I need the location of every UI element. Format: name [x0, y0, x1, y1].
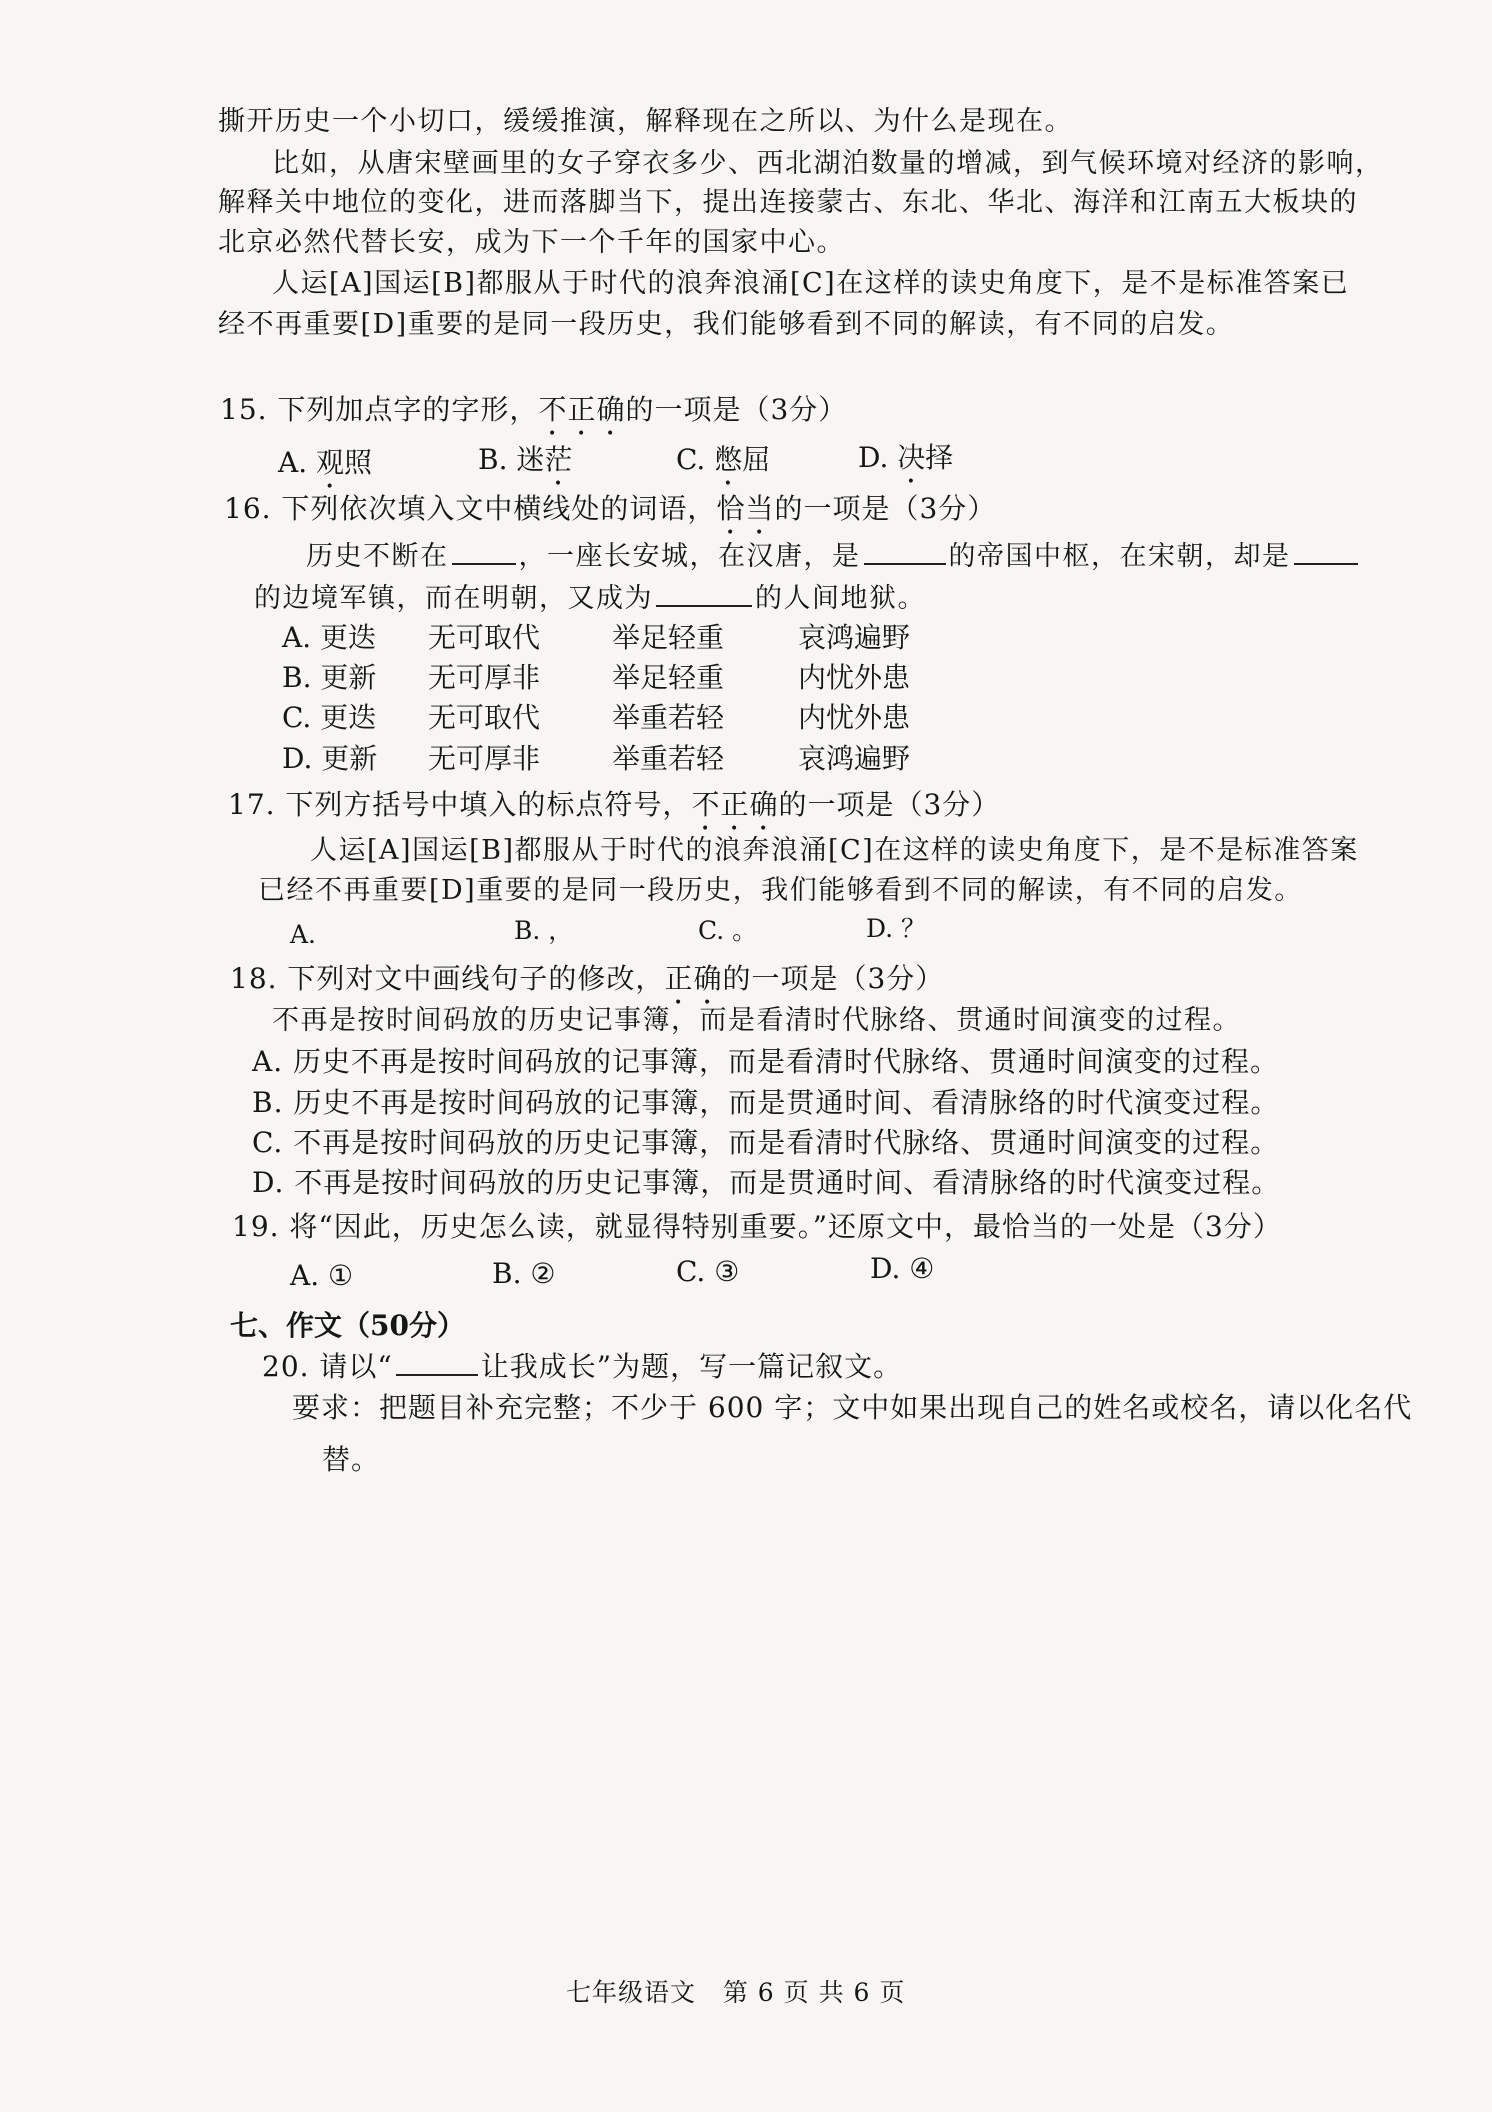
- q17-passage-line: 人运[A]国运[B]都服从于时代的浪奔浪涌[C]在这样的读史角度下，是不是标准答案: [310, 835, 1359, 866]
- q18-option-d: D. 不再是按时间码放的历史记事簿，而是贯通时间、看清脉络的时代演变过程。: [252, 1166, 1281, 1199]
- q15-option-a: A. 观照: [278, 446, 373, 479]
- passage-line: 比如，从唐宋壁画里的女子穿衣多少、西北湖泊数量的增减，到气候环境对经济的影响，: [272, 148, 1384, 179]
- composition-requirement: 替。: [322, 1443, 381, 1476]
- q16-sentence-line: 的边境军镇，而在明朝，又成为 的人间地狱。: [254, 583, 926, 614]
- question-18-stem: 18. 下列对文中画线句子的修改，正确的一项是（3分）: [230, 962, 945, 995]
- question-17-stem: 17. 下列方括号中填入的标点符号，不正确的一项是（3分）: [228, 788, 1001, 821]
- q19-option-a: A. ①: [290, 1259, 354, 1292]
- passage-line: 撕开历史一个小切口，缓缓推演，解释现在之所以、为什么是现在。: [218, 106, 1073, 137]
- exam-page: 撕开历史一个小切口，缓缓推演，解释现在之所以、为什么是现在。 比如，从唐宋壁画里的女子穿衣多少、西北湖泊数量的增减，到气候环境对经济的影响， 解释关中地位的变化，进而落脚当下，提出连接蒙古、东北、华北、海洋和江南五大板块的 北京必然代替长安，成为下一个千年的国家中心。 人运[A]国运[B]都服从于时代的浪奔浪涌[C]在这样的读史角度下，是不是标准答案已 经不再重要[D]重要的是同一段历史，我们能够看到不同的解读，有不同的启发。 15. 下列加点字的字形，不正确的一项是（3分） A. 观照 B. 迷茫 C. 憋屈 D. 决择 16. 下列依次填入文中横线处的词语，恰当的一项是（3分） 历史不断在 ，一座长安城，在汉唐，是 的帝国中枢，在宋朝，却是 的边境军镇，而在明朝，又成为 的人间地狱。 A. 更迭 无可取代 举足轻重 哀鸿遍野 B. 更新 无可厚非 举足轻重 内忧外患 C. 更迭 无可取代 举重若轻 内忧外患 D. 更新 无可厚非 举重若轻 哀鸿遍野 17. 下列方括号中填入的标点符号，不正确的一项是（3分） 人运[A]国运[B]都服从于时代的浪奔浪涌[C]在这样的读史角度下，是不是标准答案 已经不再重要[D]重要的是同一段历史，我们能够看到不同的解读，有不同的启发。 A. B. ， C. 。 D. ？ 18. 下列对文中画线句子的修改，正确的一项是（3分） 不再是按时间码放的历史记事簿，而是看清时代脉络、贯通时间演变的过程。 A. 历史不再是按时间码放的记事簿，而是看清时代脉络、贯通时间演变的过程。 B. 历史不再是按时间码放的记事簿，而是贯通时间、看清脉络的时代演变过程。 C. 不再是按时间码放的历史记事簿，而是看清时代脉络、贯通时间演变的过程。 D. 不再是按时间码放的历史记事簿，而是贯通时间、看清脉络的时代演变过程。 19. 将“因此，历史怎么读，就显得特别重要。”还原文中，最恰当的一处是（3分） A. ① B. ② C. ③ D. ④ 七、作文（50分） 20. 请以“ 让我成长”为题，写一篇记叙文。 要求：把题目补充完整；不少于 600 字；文中如果出现自己的姓名或校名，请以化名代 替。 七年级语文 第 6 页 共 6 页: [218, 106, 1413, 2007]
- q18-option-b: B. 历史不再是按时间码放的记事簿，而是贯通时间、看清脉络的时代演变过程。: [252, 1086, 1280, 1119]
- q18-original-sentence: 不再是按时间码放的历史记事簿，而是看清时代脉络、贯通时间演变的过程。: [272, 1005, 1241, 1036]
- passage-line: 北京必然代替长安，成为下一个千年的国家中心。: [218, 227, 845, 258]
- passage-line: 解释关中地位的变化，进而落脚当下，提出连接蒙古、东北、华北、海洋和江南五大板块的: [218, 187, 1358, 218]
- q17-option-c: C. 。: [698, 916, 758, 945]
- q16-sentence-line: 历史不断在 ，一座长安城，在汉唐，是 的帝国中枢，在宋朝，却是: [306, 541, 1361, 570]
- q19-option-b: B. ②: [492, 1257, 556, 1290]
- q19-option-d: D. ④: [870, 1252, 935, 1285]
- question-19-stem: 19. 将“因此，历史怎么读，就显得特别重要。”还原文中，最恰当的一处是（3分）: [232, 1210, 1282, 1243]
- q18-option-c: C. 不再是按时间码放的历史记事簿，而是看清时代脉络、贯通时间演变的过程。: [252, 1126, 1280, 1159]
- q17-option-d: D. ？: [866, 914, 927, 943]
- emphasis-text: 不正确: [691, 788, 779, 821]
- q15-option-c: C. 憋屈: [676, 443, 771, 476]
- q17-option-b: B. ，: [514, 916, 574, 945]
- passage-line: 人运[A]国运[B]都服从于时代的浪奔浪涌[C]在这样的读史角度下，是不是标准答案已: [272, 268, 1350, 299]
- passage-line: 经不再重要[D]重要的是同一段历史，我们能够看到不同的解读，有不同的启发。: [218, 309, 1235, 340]
- emphasis-text: 恰当: [716, 492, 775, 525]
- q15-option-d: D. 决择: [858, 441, 954, 474]
- q17-option-a: A.: [290, 920, 317, 949]
- q18-option-a: A. 历史不再是按时间码放的记事簿，而是看清时代脉络、贯通时间演变的过程。: [252, 1045, 1280, 1078]
- q15-option-b: B. 迷茫: [478, 443, 573, 476]
- question-16-stem: 16. 下列依次填入文中横线处的词语，恰当的一项是（3分）: [224, 492, 997, 525]
- page-footer: 七年级语文 第 6 页 共 6 页: [566, 1978, 906, 2007]
- section-title-composition: 七、作文（50分）: [230, 1309, 465, 1342]
- emphasis-text: 正确: [664, 962, 723, 995]
- q19-option-c: C. ③: [676, 1255, 740, 1288]
- q17-passage-line: 已经不再重要[D]重要的是同一段历史，我们能够看到不同的解读，有不同的启发。: [258, 875, 1303, 906]
- question-15-stem: 15. 下列加点字的字形，不正确的一项是（3分）: [220, 393, 848, 426]
- question-20-stem: 20. 请以“ 让我成长”为题，写一篇记叙文。: [262, 1350, 903, 1383]
- composition-requirement: 要求：把题目补充完整；不少于 600 字；文中如果出现自己的姓名或校名，请以化名代: [292, 1391, 1413, 1424]
- emphasis-text: 不正确: [538, 393, 626, 426]
